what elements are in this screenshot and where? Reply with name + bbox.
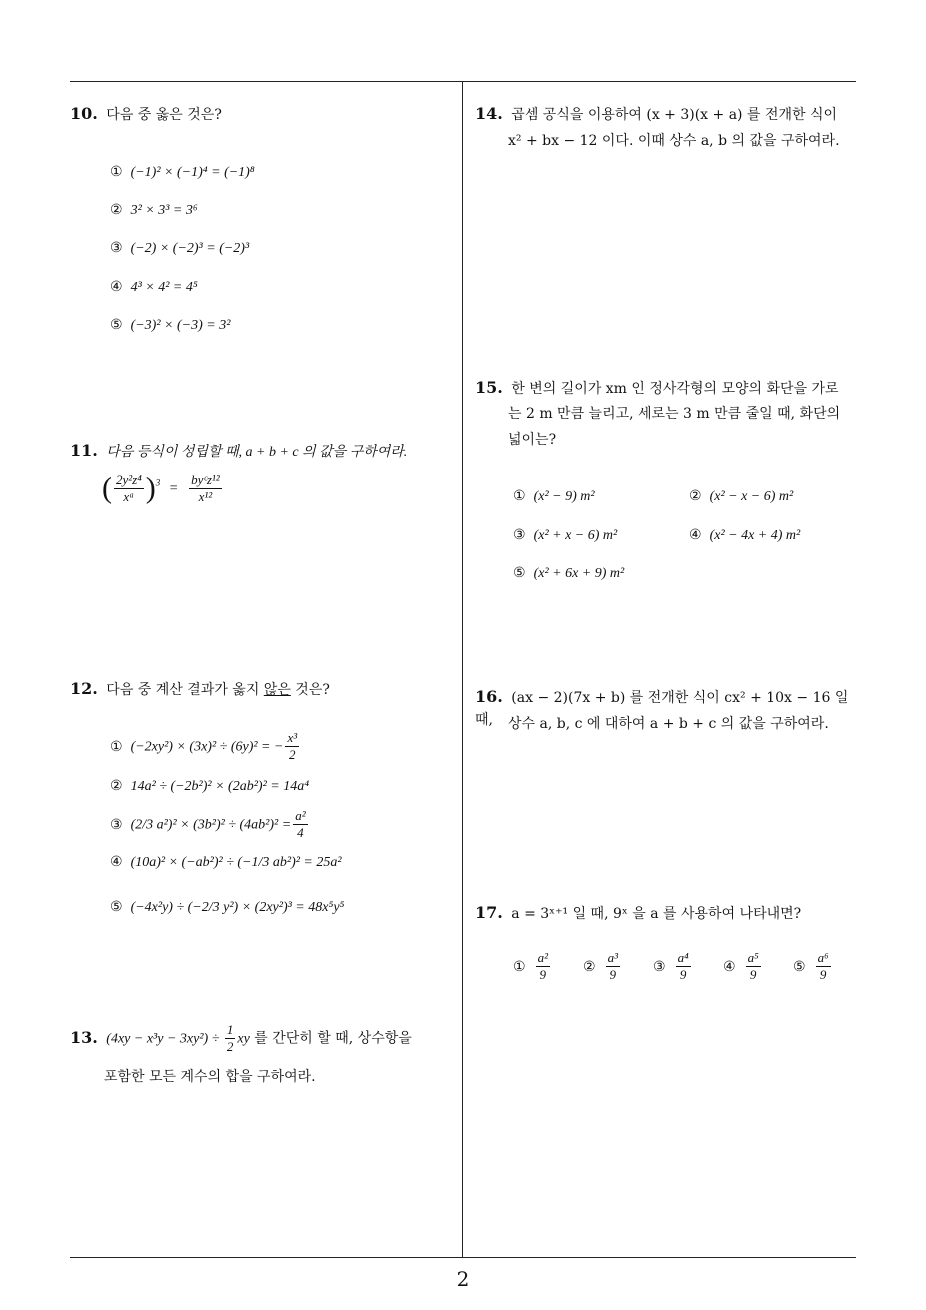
option-mark: ④ (110, 854, 123, 870)
question-11 (70, 440, 455, 464)
stem-line-1: 한 변의 길이가 xm 인 정사각형의 모양의 화단을 가로 (511, 381, 839, 397)
q12-option-4[interactable] (110, 852, 342, 873)
option-expr: (x² + 6x + 9) m² (533, 566, 625, 581)
option-mark: ③ (653, 958, 666, 975)
stem-line-1: 곱셈 공식을 이용하여 (x + 3)(x + a) 를 전개한 식이 (511, 107, 838, 123)
question-number: 11. (70, 441, 98, 460)
question-stem: 다음 등식이 성립할 때, a + b + c 의 값을 구하여라. (106, 445, 408, 460)
q15-option-5[interactable] (513, 563, 624, 584)
option-mark: ② (689, 488, 702, 504)
top-rule (70, 81, 856, 82)
q15-option-2[interactable] (689, 486, 793, 507)
question-number: 16. (475, 687, 503, 706)
stem-line-1: (ax − 2)(7x + b) 를 전개한 식이 cx² + 10x − 16 일 때, (475, 690, 849, 728)
left-paren: ( (102, 471, 112, 505)
q10-option-4[interactable] (110, 277, 198, 298)
question-17 (475, 902, 860, 925)
option-mark: ④ (110, 279, 123, 295)
expr-fraction: $\frac{1}{2}$ (226, 1022, 234, 1054)
option-mark: ③ (110, 240, 123, 256)
question-number: 12. (70, 679, 98, 698)
lhs-fraction: $\frac{\text{2y²z⁴}}{\text{xᵃ}}$ (116, 472, 142, 504)
option-mark: ② (583, 958, 596, 975)
stem-line-3: 넓이는? (508, 432, 557, 448)
option-mark: ⑤ (513, 565, 526, 581)
q10-option-5[interactable] (110, 315, 230, 336)
option-expr: (x² + x − 6) m² (533, 528, 618, 543)
q17-option-2[interactable] (583, 950, 622, 983)
bottom-rule (70, 1257, 856, 1258)
option-mark: ⑤ (793, 958, 806, 975)
expr-pre: (4xy − x³y − 3xy²) ÷ (106, 1031, 223, 1047)
option-expr: (−2) × (−2)³ = (−2)³ (130, 241, 250, 256)
option-mark: ③ (110, 816, 123, 833)
option-mark: ④ (689, 527, 702, 543)
stem-line-1: 를 간단히 할 때, 상수항을 (249, 1030, 412, 1047)
q10-option-2[interactable] (110, 200, 198, 221)
option-expr: 4³ × 4² = 4⁵ (130, 280, 198, 295)
page-number: 2 (456, 1267, 470, 1291)
question-15 (475, 377, 860, 400)
option-fraction: $\frac{\text{a⁶}}{9}$ (817, 950, 829, 982)
option-mark: ④ (723, 958, 736, 975)
question-14-line-2 (508, 130, 858, 152)
option-expr: (−2xy²) × (3x)² ÷ (6y)² = − (130, 739, 284, 755)
q17-option-4[interactable] (723, 950, 763, 983)
option-expr: 14a² ÷ (−2b²)² × (2ab²)² = 14a⁴ (130, 779, 310, 794)
q12-option-2[interactable] (110, 776, 309, 797)
q17-option-3[interactable] (653, 950, 693, 983)
q15-option-4[interactable] (689, 525, 800, 546)
option-expr: (−4x²y) ÷ (−2/3 y²) × (2xy²)³ = 48x⁵y⁵ (130, 900, 345, 915)
option-expr: 3² × 3³ = 3⁶ (130, 203, 198, 218)
option-expr: (−3)² × (−3) = 3² (130, 318, 231, 333)
option-expr: (10a)² × (−ab²)² ÷ (−1/3 ab²)² = 25a² (130, 855, 342, 870)
option-expr: (−1)² × (−1)⁴ = (−1)⁸ (130, 165, 255, 180)
question-number: 10. (70, 104, 98, 123)
option-fraction: $\frac{\text{a³}}{9}$ (607, 950, 618, 982)
question-number: 17. (475, 903, 503, 922)
stem-line-2: 상수 a, b, c 에 대하여 a + b + c 의 값을 구하여라. (508, 716, 829, 732)
q11-equation: ( $\frac{\text{2y²z⁴}}{\text{xᵃ}}$ )$^3$ = $\frac{\text{byᶜz¹²}}{\text{x¹²}}$ (102, 471, 220, 505)
option-mark: ① (110, 164, 123, 180)
question-stem-pre: 다음 중 계산 결과가 옳지 (106, 682, 264, 698)
stem-line-2: x² + bx − 12 이다. 이때 상수 a, b 의 값을 구하여라. (508, 133, 840, 149)
option-mark: ① (110, 738, 123, 755)
lhs-exponent: 3 (155, 477, 161, 488)
option-mark: ① (513, 488, 526, 504)
q17-option-1[interactable] (513, 950, 552, 983)
question-stem: a = 3ˣ⁺¹ 일 때, 9ˣ 을 a 를 사용하여 나타내면? (511, 906, 802, 922)
q10-option-3[interactable] (110, 238, 249, 259)
question-15-line-2 (508, 403, 858, 425)
rhs-fraction: $\frac{\text{byᶜz¹²}}{\text{x¹²}}$ (191, 472, 220, 504)
expr-post: xy (237, 1031, 250, 1047)
stem-line-2: 포함한 모든 계수의 합을 구하여라. (104, 1069, 316, 1085)
option-mark: ⑤ (110, 317, 123, 333)
q15-option-3[interactable] (513, 525, 617, 546)
option-mark: ③ (513, 527, 526, 543)
question-stem: 다음 중 옳은 것은? (106, 107, 222, 123)
option-mark: ② (110, 202, 123, 218)
question-16-line-2 (508, 713, 858, 735)
question-stem-underlined: 않은 (263, 682, 291, 698)
question-13 (70, 1022, 460, 1055)
question-number: 15. (475, 378, 503, 397)
question-15-line-3 (508, 429, 858, 451)
option-fraction: $\frac{\text{a²}}{4}$ (295, 808, 306, 840)
option-expr: (x² − 4x + 4) m² (709, 528, 801, 543)
option-expr: (x² − 9) m² (533, 489, 595, 504)
question-10 (70, 103, 455, 126)
q15-option-1[interactable] (513, 486, 595, 507)
option-fraction: $\frac{\text{a²}}{9}$ (537, 950, 548, 982)
option-mark: ⑤ (110, 899, 123, 915)
question-number: 14. (475, 104, 503, 123)
right-paren: ) (145, 471, 156, 505)
option-fraction: $\frac{\text{a⁵}}{9}$ (747, 950, 759, 982)
question-number: 13. (70, 1027, 98, 1047)
option-expr: (x² − x − 6) m² (709, 489, 794, 504)
question-14 (475, 103, 860, 126)
question-stem-post: 것은? (290, 682, 330, 698)
stem-line-2: 는 2 m 만큼 늘리고, 세로는 3 m 만큼 줄일 때, 화단의 (508, 406, 841, 422)
option-mark: ② (110, 778, 123, 794)
question-12 (70, 678, 455, 701)
option-fraction: $\frac{\text{x³}}{2}$ (287, 730, 298, 762)
q10-option-1[interactable] (110, 162, 255, 183)
option-expr: (2/3 a²)² × (3b²)² ÷ (4ab²)² = (130, 817, 292, 833)
option-fraction: $\frac{\text{a⁴}}{9}$ (677, 950, 689, 982)
question-13-line-2 (104, 1066, 464, 1088)
option-mark: ① (513, 958, 526, 975)
q17-option-5[interactable] (793, 950, 833, 983)
q12-option-1[interactable] (110, 730, 301, 763)
q12-option-3[interactable] (110, 808, 310, 841)
q12-option-5[interactable] (110, 897, 344, 918)
